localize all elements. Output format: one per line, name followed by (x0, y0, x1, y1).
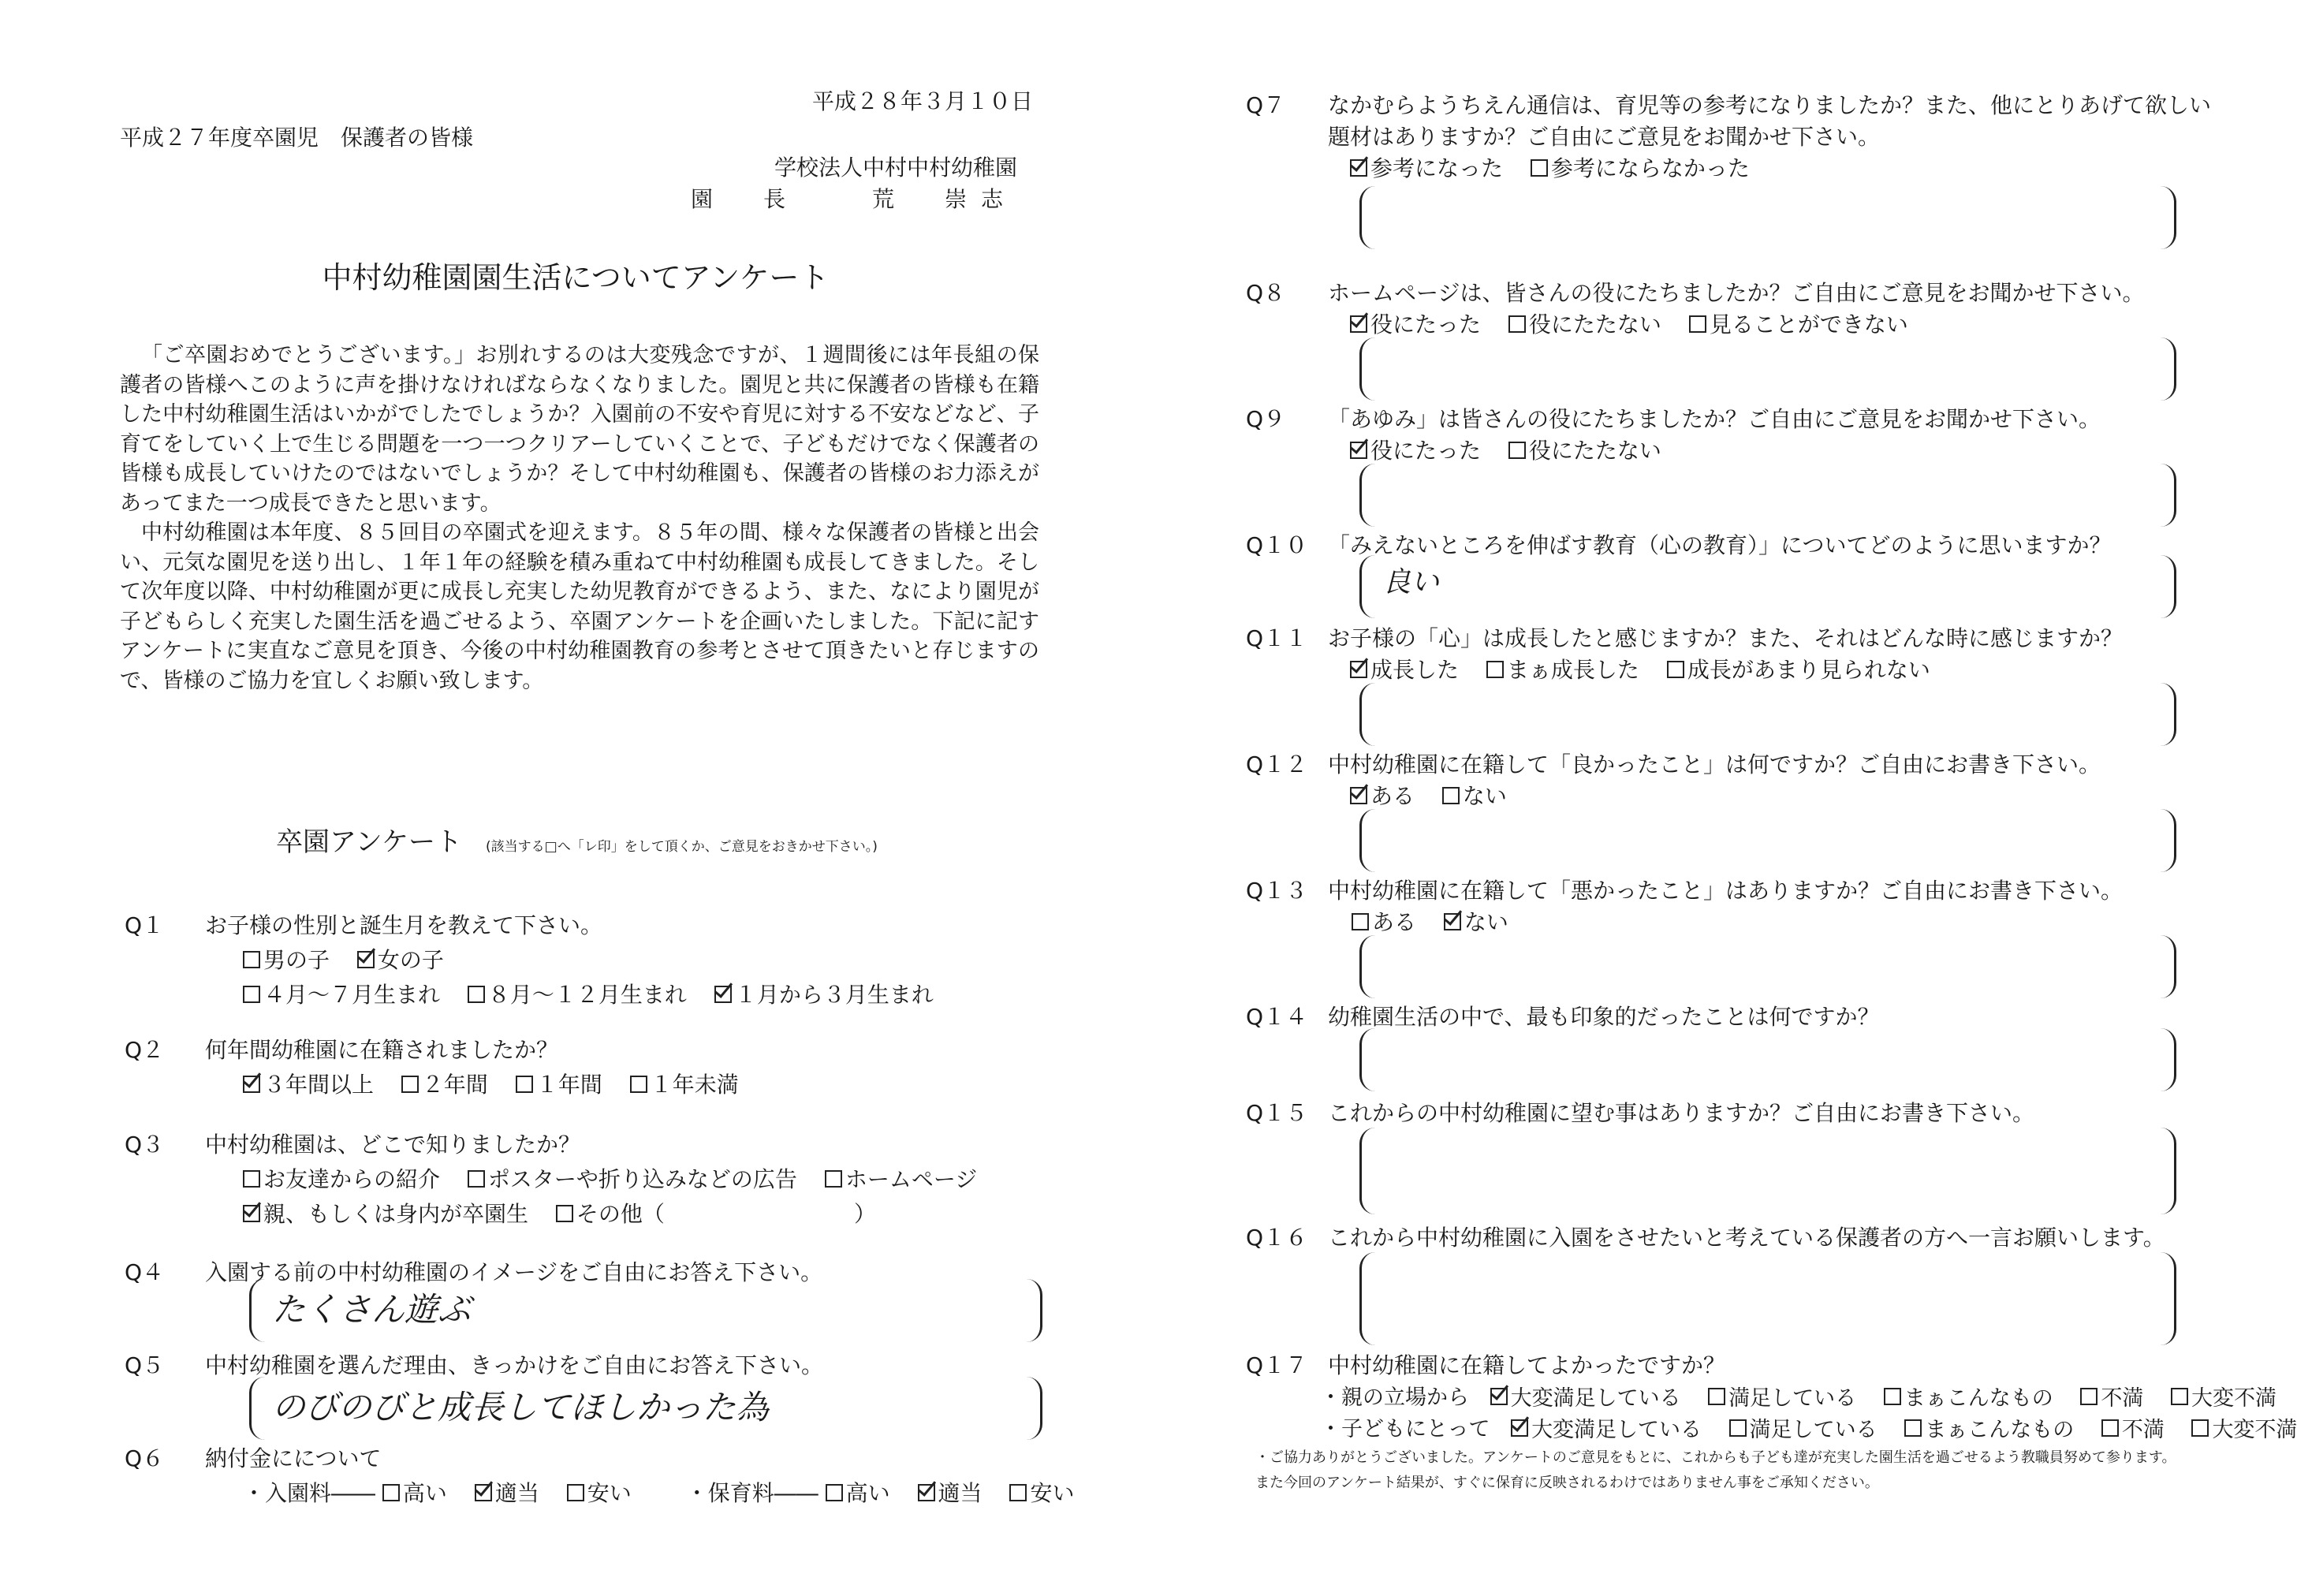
answer-box[interactable] (1359, 935, 2176, 998)
option-label: ない (1464, 909, 1508, 935)
option-row (243, 1476, 1094, 1508)
question-text: お子様の性別と誕生月を教えて下さい。 (205, 912, 603, 938)
checkbox-not-helpful[interactable] (1508, 315, 1526, 333)
answer-box[interactable] (249, 1377, 1042, 1440)
checkbox-1year[interactable] (516, 1076, 533, 1093)
checkbox-3years[interactable] (243, 1076, 260, 1093)
question-number: Q１６ (1246, 1225, 1308, 1251)
option-label: １年未満 (650, 1072, 739, 1098)
option-label: 適当 (494, 1480, 539, 1506)
handwritten-answer: 良い (1382, 566, 1440, 598)
question-text: お子様の「心」は成長したと感じますか？また、それはどんな時に感じますか？ (1328, 625, 2124, 651)
document-title: 中村幼稚園園生活についてアンケート (322, 260, 830, 295)
option-label: ・子どもにとって (1320, 1417, 1490, 1441)
checkbox-yes[interactable] (1350, 787, 1367, 804)
checkbox-friend[interactable] (243, 1170, 260, 1188)
checkbox-grew-somewhat[interactable] (1486, 661, 1504, 678)
question-text: 中村幼稚園に在籍して「悪かったこと」はありますか？ご自由にお書き下さい。 (1328, 878, 2124, 904)
handwritten-answer: たくさん遊ぶ (272, 1290, 472, 1329)
question-text: 「みえないところを伸ばす教育（心の教育）」についてどのように思いますか？ (1328, 532, 2112, 558)
option-row (243, 1162, 997, 1194)
principal-name: 園 長 荒 崇志 (690, 186, 1017, 212)
option-label: まぁこんなもの (1904, 1385, 2053, 1411)
question-text: 中村幼稚園は、どこで知りましたか？ (205, 1132, 581, 1158)
checkbox-relative[interactable] (243, 1205, 260, 1222)
option-label: 成長した (1370, 657, 1460, 683)
question-text: 中村幼稚園に在籍して「良かったこと」は何ですか？ご自由にお書き下さい。 (1328, 751, 2101, 777)
checkbox-2years[interactable] (401, 1076, 419, 1093)
question-number: Q９ (1246, 406, 1286, 432)
option-label: まぁ成長した (1506, 657, 1639, 683)
option-label: ２年間 (421, 1072, 488, 1098)
question-number: Q４ (125, 1259, 165, 1285)
option-label: 成長があまり見られない (1687, 657, 1930, 683)
checkbox-apr-jul[interactable] (243, 986, 260, 1003)
checkbox-no[interactable] (1444, 913, 1461, 930)
option-label: １月から３月生まれ (734, 982, 934, 1008)
question-text: 「あゆみ」は皆さんの役にたちましたか？ご自由にご意見をお聞かせ下さい。 (1328, 406, 2101, 432)
option-row (1350, 653, 1951, 684)
question-number: Q１２ (1246, 751, 1308, 777)
option-label: 安い (587, 1480, 632, 1506)
question-number: Q２ (125, 1037, 165, 1063)
question-number: Q１７ (1246, 1352, 1308, 1378)
question-number: Q１ (125, 912, 165, 938)
option-label: ある (1372, 909, 1417, 935)
answer-box[interactable] (1359, 337, 2176, 401)
answer-box[interactable] (1359, 555, 2176, 618)
option-label: ホームページ (845, 1166, 978, 1192)
option-label: 役にたった (1370, 438, 1482, 464)
question-number: Q６ (125, 1445, 165, 1471)
question-number: Q１５ (1246, 1100, 1308, 1126)
option-row (1352, 905, 1529, 937)
option-label: 高い (402, 1480, 447, 1506)
checkbox-tuition-high[interactable] (826, 1484, 843, 1501)
footer-note-1: ・ご協力ありがとうございました。アンケートのご意見をもとに、これからも子ども達が充実した園生活を過ごせるよう教職員努めて参ります。 (1255, 1449, 2176, 1466)
option-label: 男の子 (263, 947, 330, 973)
answer-box[interactable] (1359, 1028, 2176, 1091)
option-row-parent (1320, 1380, 2276, 1411)
checkbox-child-very-satisfied[interactable] (1511, 1419, 1528, 1437)
checkbox-admission-low[interactable] (567, 1484, 584, 1501)
option-label: お友達からの紹介 (263, 1166, 441, 1192)
question-text: 納付金にについて (205, 1445, 382, 1471)
option-row (243, 943, 464, 975)
checkbox-poster[interactable] (468, 1170, 485, 1188)
option-label: 親、もしくは身内が卒園生 (263, 1201, 529, 1227)
option-label: 大変満足している (1531, 1417, 1702, 1442)
checkbox-homepage[interactable] (825, 1170, 842, 1188)
option-label: 大変満足している (1510, 1385, 1681, 1411)
option-label: 女の子 (377, 947, 444, 973)
checkbox-parent-very-satisfied[interactable] (1490, 1388, 1508, 1405)
question-text: 題材はありますか？ご自由にご意見をお聞かせ下さい。 (1328, 124, 1881, 150)
question-number: Q３ (125, 1132, 165, 1158)
option-label: ８月～１２月生まれ (487, 982, 687, 1008)
left-page (110, 0, 1075, 1596)
checkbox-parent-dissatisfied[interactable] (2080, 1388, 2098, 1405)
option-label: 大変不満 (2212, 1417, 2297, 1442)
option-row-child (1320, 1411, 2297, 1443)
answer-box[interactable] (1359, 1252, 2176, 1345)
checkbox-aug-dec[interactable] (468, 986, 485, 1003)
option-label: 参考になった (1370, 155, 1504, 181)
checkbox-admission-high[interactable] (382, 1484, 400, 1501)
option-row (1350, 434, 1682, 465)
survey-note: (該当する□へ「レ印」をして頂くか、ご意見をおきかせ下さい。) (486, 839, 878, 855)
question-number: Q５ (125, 1352, 165, 1378)
checkbox-child-satisfied[interactable] (1729, 1419, 1747, 1437)
option-label: 役にたった (1370, 311, 1482, 337)
option-row (1350, 779, 1527, 811)
document-date: 平成２８年３月１０日 (811, 88, 1033, 114)
question-text: ホームページは、皆さんの役にたちましたか？ご自由にご意見をお聞かせ下さい。 (1328, 280, 2145, 306)
survey-title: 卒園アンケート (276, 826, 462, 858)
checkbox-jan-mar[interactable] (714, 986, 732, 1003)
answer-box[interactable] (1359, 186, 2176, 249)
checkbox-parent-so-so[interactable] (1884, 1388, 1901, 1405)
checkbox-parent-very-dissatisfied[interactable] (2171, 1388, 2188, 1405)
checkbox-boy[interactable] (243, 951, 260, 968)
checkbox-not-useful[interactable] (1531, 159, 1548, 177)
question-text: なかむらようちえん通信は、育児等の参考になりましたか？また、他にとりあげて欲しい (1328, 92, 2212, 118)
question-text: 入園する前の中村幼稚園のイメージをご自由にお答え下さい。 (205, 1259, 823, 1285)
option-label: 不満 (2121, 1417, 2165, 1442)
answer-box[interactable] (1359, 1128, 2176, 1214)
checkbox-under-1year[interactable] (630, 1076, 647, 1093)
answer-box[interactable] (1359, 464, 2176, 527)
option-row (243, 1197, 897, 1229)
question-text: これから中村幼稚園に入園をさせたいと考えている保護者の方へ一言お願いします。 (1328, 1225, 2165, 1251)
option-label: 大変不満 (2191, 1385, 2276, 1411)
checkbox-child-very-dissatisfied[interactable] (2191, 1419, 2209, 1437)
checkbox-parent-satisfied[interactable] (1708, 1388, 1725, 1405)
right-page (1246, 0, 2297, 1596)
option-label: 高い (845, 1480, 890, 1506)
intro-paragraph-2: 中村幼稚園は本年度、８５回目の卒園式を迎えます。８５年の間、様々な保護者の皆様と出会い、元気な園児を送り出し、１年１年の経験を積み重ねて中村幼稚園も成長してきました。そして次年度以降、中村幼稚園が更に成長し充実した幼児教育ができるよう、また、なにより園児が子どもらしく充実した園生活を過ごせるよう、卒園アンケートを企画いたしました。下記に記すアンケートに実直なご意見を頂き、今後の中村幼稚園教育の参考とさせて頂きたいと存じますので、皆様のご協力を宜しくお願い致します。 (120, 520, 1039, 693)
checkbox-helpful[interactable] (1350, 315, 1367, 333)
checkbox-tuition-fair[interactable] (918, 1484, 935, 1501)
option-label: １年間 (535, 1072, 602, 1098)
option-label: ・入園料―― (243, 1480, 376, 1506)
handwritten-answer: のびのびと成長してほしかった為 (272, 1388, 770, 1426)
option-label: ４月～７月生まれ (263, 982, 441, 1008)
question-text: これからの中村幼稚園に望む事はありますか？ご自由にお書き下さい。 (1328, 1100, 2035, 1126)
footer-note-2: また今回のアンケート結果が、すぐに保育に反映されるわけではありません事をご承知ください。 (1255, 1475, 1879, 1491)
option-label: 適当 (938, 1480, 983, 1506)
checkbox-admission-fair[interactable] (475, 1484, 492, 1501)
checkbox-little-growth[interactable] (1667, 661, 1684, 678)
question-number: Q１３ (1246, 878, 1308, 904)
question-text: 何年間幼稚園に在籍されましたか？ (205, 1037, 559, 1063)
checkbox-yes[interactable] (1352, 913, 1369, 930)
answer-box[interactable] (1359, 809, 2176, 872)
checkbox-grew[interactable] (1350, 661, 1367, 678)
checkbox-helpful[interactable] (1350, 442, 1367, 459)
option-label: 役にたたない (1528, 311, 1661, 337)
option-label: 参考にならなかった (1550, 155, 1750, 181)
school-name: 学校法人中村中村幼稚園 (774, 155, 1017, 181)
option-row (243, 1068, 759, 1099)
option-label: 安い (1030, 1480, 1075, 1506)
option-label: 不満 (2101, 1385, 2144, 1411)
option-label: 満足している (1728, 1385, 1857, 1411)
option-label: 満足している (1749, 1417, 1877, 1442)
option-label: まぁこんなもの (1925, 1417, 2075, 1442)
option-label: ある (1370, 783, 1415, 809)
question-number: Q７ (1246, 92, 1286, 118)
question-number: Q１０ (1246, 532, 1308, 558)
checkbox-cannot-view[interactable] (1689, 315, 1706, 333)
option-label: ・保育料―― (685, 1480, 818, 1506)
option-label: ） (853, 1201, 876, 1227)
option-label: ３年間以上 (263, 1072, 375, 1098)
checkbox-girl[interactable] (357, 951, 375, 968)
option-label: ・親の立場から (1320, 1385, 1469, 1410)
option-row (243, 978, 954, 1009)
question-number: Q１４ (1246, 1004, 1308, 1030)
answer-box[interactable] (1359, 683, 2176, 746)
option-label: 役にたたない (1528, 438, 1661, 464)
checkbox-useful[interactable] (1350, 159, 1367, 177)
checkbox-not-helpful[interactable] (1508, 442, 1526, 459)
intro-paragraph-1: 「ご卒園おめでとうございます。」お別れするのは大変残念ですが、１週間後には年長組の保護者の皆様へこのように声を掛けなければならなくなりました。園児と共に保護者の皆様も在籍した中村幼稚園生活はいかがでしたでしょうか？入園前の不安や育児に対する不安などなど、子育てをしていく上で生じる問題を一つ一つクリアーしていくことで、子どもだけでなく保護者の皆様も成長していけたのではないでしょうか？そして中村幼稚園も、保護者の皆様のお力添えがあってまた一つ成長できたと思います。 (120, 343, 1039, 516)
option-row (1350, 151, 1770, 183)
option-label: ポスターや折り込みなどの広告 (487, 1166, 797, 1192)
question-text: 中村幼稚園を選んだ理由、きっかけをご自由にお答え下さい。 (205, 1352, 824, 1378)
question-number: Q１１ (1246, 625, 1308, 651)
option-label: その他（ (576, 1201, 665, 1227)
option-label: 見ることができない (1709, 311, 1908, 337)
question-text: 幼稚園生活の中で、最も印象的だったことは何ですか？ (1328, 1004, 1880, 1030)
checkbox-child-dissatisfied[interactable] (2101, 1419, 2119, 1437)
recipient-line: 平成２７年度卒園児 保護者の皆様 (120, 125, 474, 151)
question-number: Q８ (1246, 280, 1286, 306)
checkbox-tuition-low[interactable] (1009, 1484, 1027, 1501)
option-row (1350, 308, 1929, 339)
question-text: 中村幼稚園に在籍してよかったですか？ (1328, 1352, 1726, 1378)
checkbox-other[interactable] (556, 1205, 573, 1222)
option-label: ない (1462, 783, 1507, 809)
intro-text (120, 341, 1039, 695)
checkbox-no[interactable] (1442, 787, 1460, 804)
answer-box[interactable] (249, 1279, 1042, 1342)
checkbox-child-so-so[interactable] (1904, 1419, 1922, 1437)
